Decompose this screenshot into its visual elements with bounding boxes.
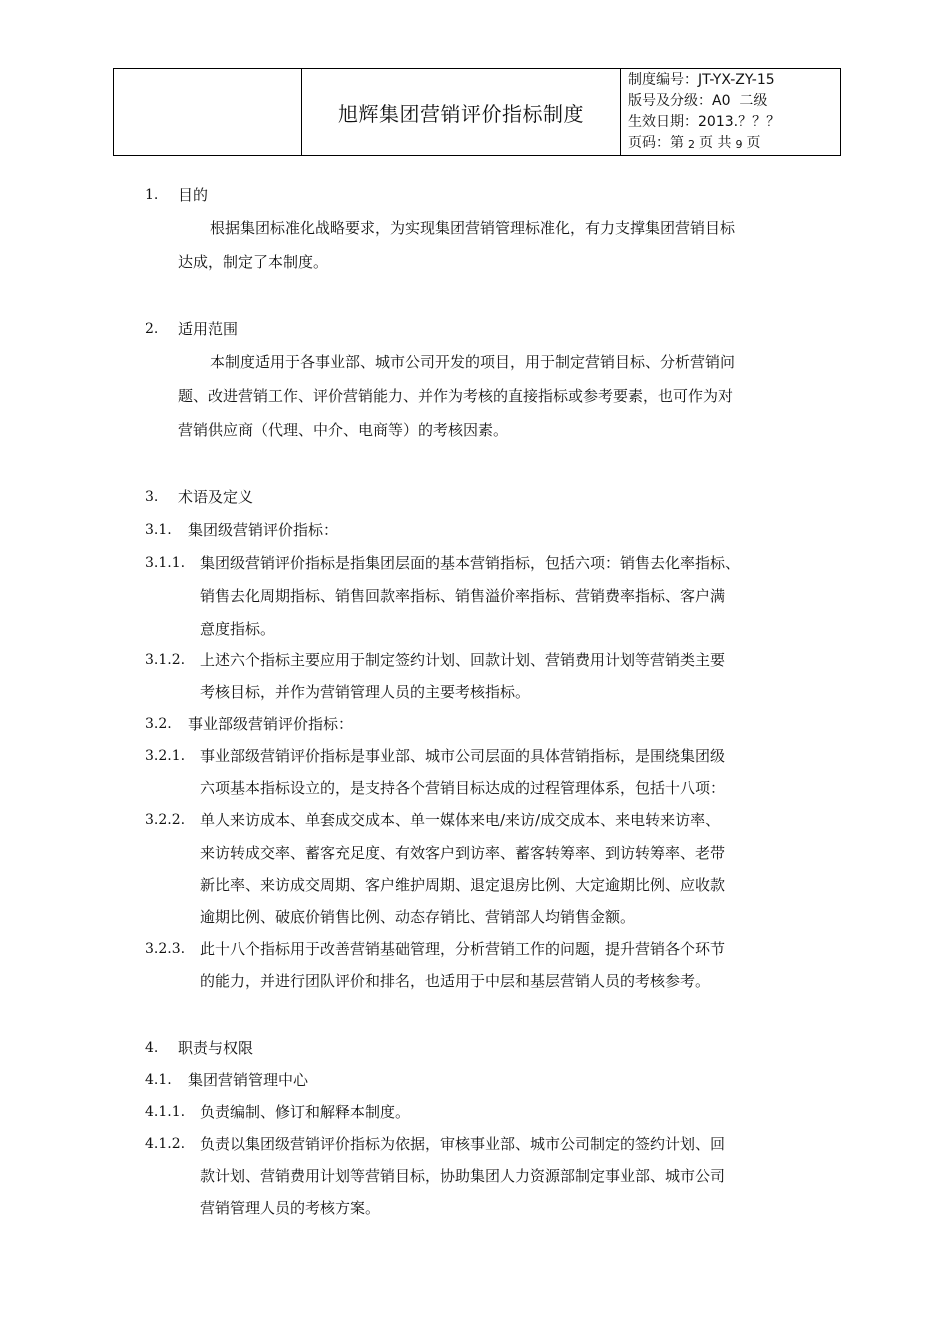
section-heading: 适用范围: [178, 320, 239, 338]
page-total: 9: [735, 138, 743, 151]
section-number: 2.: [145, 321, 159, 337]
clause-line: 六项基本指标设立的，是支持各个营销目标达成的过程管理体系，包括十八项：: [200, 779, 726, 797]
clause-line: 新比率、来访成交周期、客户维护周期、退定退房比例、大定逾期比例、应收款: [200, 876, 726, 894]
clause-number: 3.1.2.: [145, 652, 186, 668]
paragraph-line: 营销供应商（代理、中介、电商等）的考核因素。: [178, 421, 509, 439]
effective-date: 生效日期：2013.？？？: [628, 114, 781, 130]
clause-line: 销售去化周期指标、销售回款率指标、销售溢价率指标、营销费率指标、客户满: [200, 587, 726, 605]
doc-number: 制度编号：JT-YX-ZY-15: [628, 72, 775, 88]
document-header: [113, 68, 841, 156]
paragraph-line: 达成，制定了本制度。: [178, 253, 329, 271]
clause-number: 4.1.2.: [145, 1136, 186, 1152]
page-suffix: 页: [746, 135, 761, 151]
clause-number: 3.2.3.: [145, 941, 186, 957]
clause-line: 单人来访成本、单套成交成本、单一媒体来电/来访/成交成本、来电转来访率、: [200, 811, 721, 829]
clause-line: 营销管理人员的考核方案。: [200, 1199, 381, 1217]
clause-line: 负责编制、修订和解释本制度。: [200, 1103, 411, 1121]
clause-line: 款计划、营销费用计划等营销目标，协助集团人力资源部制定事业部、城市公司: [200, 1167, 726, 1185]
clause-number: 3.2.2.: [145, 812, 186, 828]
page-mid: 页 共: [699, 135, 732, 151]
clause-number: 4.1.1.: [145, 1104, 186, 1120]
clause-line: 集团级营销评价指标是指集团层面的基本营销指标，包括六项：销售去化率指标、: [200, 554, 741, 572]
paragraph-line: 本制度适用于各事业部、城市公司开发的项目，用于制定营销目标、分析营销问: [210, 353, 736, 371]
section-heading: 术语及定义: [178, 488, 254, 506]
paragraph-line: 根据集团标准化战略要求，为实现集团营销管理标准化，有力支撑集团营销目标: [210, 219, 736, 237]
subsection-number: 3.1.: [145, 522, 172, 538]
doc-version: 版号及分级：A0 二级: [628, 93, 768, 109]
logo-cell: [114, 69, 302, 155]
document-title: 旭辉集团营销评价指标制度: [302, 69, 621, 155]
subsection-heading: 集团级营销评价指标：: [188, 521, 339, 539]
subsection-number: 3.2.: [145, 716, 172, 732]
section-number: 1.: [145, 187, 159, 203]
clause-line: 此十八个指标用于改善营销基础管理，分析营销工作的问题，提升营销各个环节: [200, 940, 726, 958]
section-heading: 职责与权限: [178, 1039, 254, 1057]
clause-line: 事业部级营销评价指标是事业部、城市公司层面的具体营销指标，是围绕集团级: [200, 747, 726, 765]
subsection-number: 4.1.: [145, 1072, 172, 1088]
subsection-heading: 事业部级营销评价指标：: [188, 715, 354, 733]
section-number: 4.: [145, 1040, 159, 1056]
page-prefix: 页码：第: [628, 135, 684, 151]
clause-line: 负责以集团级营销评价指标为依据，审核事业部、城市公司制定的签约计划、回: [200, 1135, 726, 1153]
clause-line: 来访转成交率、蓄客充足度、有效客户到访率、蓄客转筹率、到访转筹率、老带: [200, 844, 726, 862]
clause-number: 3.2.1.: [145, 748, 186, 764]
clause-line: 逾期比例、破底价销售比例、动态存销比、营销部人均销售金额。: [200, 908, 636, 926]
page-current: 2: [688, 138, 695, 151]
paragraph-line: 题、改进营销工作、评价营销能力、并作为考核的直接指标或参考要素，也可作为对: [178, 387, 734, 405]
document-meta: [621, 69, 840, 155]
section-number: 3.: [145, 489, 159, 505]
clause-number: 3.1.1.: [145, 555, 186, 571]
page-indicator: [628, 133, 840, 154]
clause-line: 上述六个指标主要应用于制定签约计划、回款计划、营销费用计划等营销类主要: [200, 651, 726, 669]
clause-line: 的能力，并进行团队评价和排名，也适用于中层和基层营销人员的考核参考。: [200, 972, 711, 990]
clause-line: 意度指标。: [200, 620, 276, 638]
clause-line: 考核目标，并作为营销管理人员的主要考核指标。: [200, 683, 531, 701]
section-heading: 目的: [178, 186, 209, 204]
subsection-heading: 集团营销管理中心: [188, 1071, 309, 1089]
